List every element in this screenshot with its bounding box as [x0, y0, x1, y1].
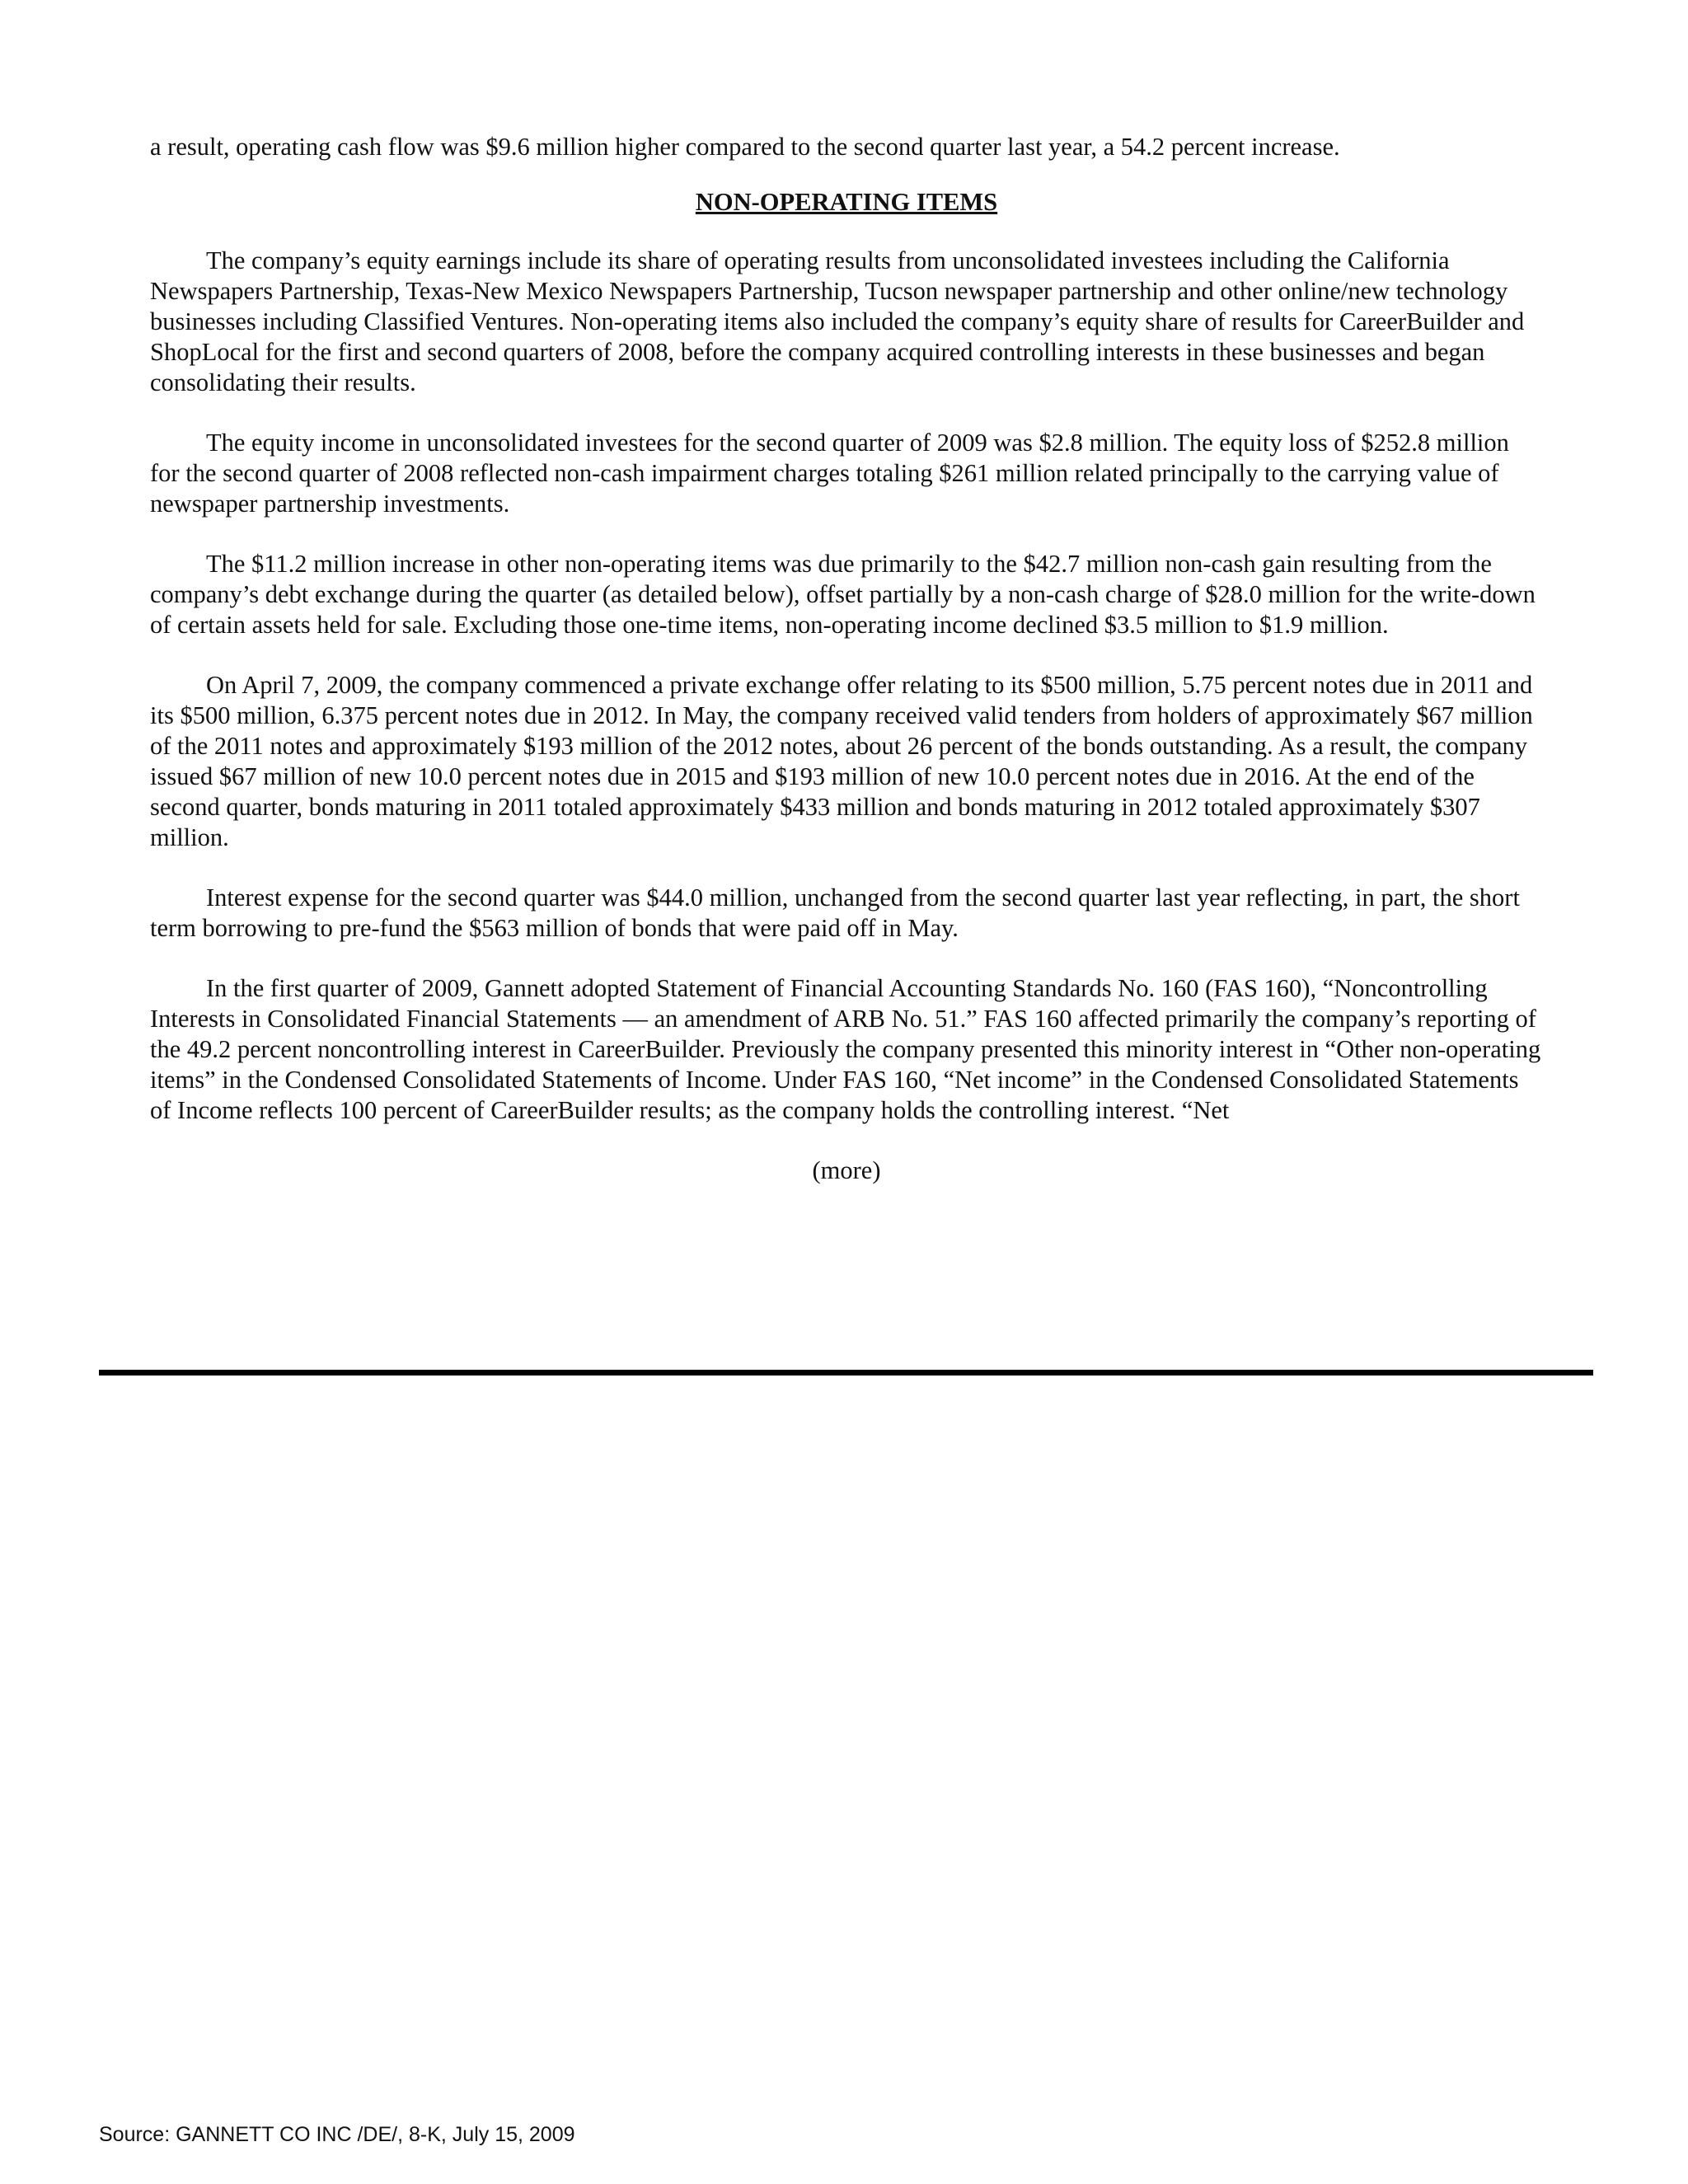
paragraph-equity-income: The equity income in unconsolidated investees for the second quarter of 2009 was $2.8 million. The equity loss of $252.8 million for the second quarter of 2008 reflected non-cash impairment charges totaling $261 million related principally to the carrying value of newspaper partnership investments. [150, 429, 1509, 518]
paragraph-exchange-offer: On April 7, 2009, the company commenced a private exchange offer relating to its $500 million, 5.75 percent notes due in 2011 and its $500 million, 6.375 percent notes due in 2012. In May, the company received valid tenders from holders of approximately $67 million of the 2011 notes and approximately $193 million of the 2012 notes, about 26 percent of the bonds outstanding. As a result, the company issued $67 million of new 10.0 percent notes due in 2015 and $193 million of new 10.0 percent notes due in 2016. At the end of the second quarter, bonds maturing in 2011 totaled approximately $433 million and bonds maturing in 2012 totaled approximately $307 million. [150, 671, 1533, 851]
paragraph-non-operating-items: The $11.2 million increase in other non-operating items was due primarily to the $42.7 million non-cash gain resulting from the company’s debt exchange during the quarter (as detailed below), offset partially by a non-cash charge of $28.0 million for the write-down of certain assets held for sale. Excluding those one-time items, non-operating income declined $3.5 million to $1.9 million. [150, 550, 1536, 639]
paragraph-interest-expense: Interest expense for the second quarter was $44.0 million, unchanged from the second quarter last year reflecting, in part, the short term borrowing to pre-fund the $563 million of bonds that were paid off in May. [150, 883, 1520, 942]
document-body [150, 132, 1543, 1186]
continuation-marker: (more) [812, 1156, 881, 1184]
paragraph-fas-160: In the first quarter of 2009, Gannett adopted Statement of Financial Accounting Standards No. 160 (FAS 160), “Noncontrolling Interests in Consolidated Financial Statements — an amendment of ARB No. 51.” FAS 160 affected primarily the company’s reporting of the 49.2 percent noncontrolling interest in CareerBuilder. Previously the company presented this minority interest in “Other non-operating items” in the Condensed Consolidated Statements of Income. Under FAS 160, “Net income” in the Condensed Consolidated Statements of Income reflects 100 percent of CareerBuilder results; as the company holds the controlling interest. “Net [150, 974, 1541, 1124]
opening-line: a result, operating cash flow was $9.6 million higher compared to the second quarter last year, a 54.2 percent increase. [150, 133, 1340, 161]
paragraph-equity-earnings: The company’s equity earnings include its share of operating results from unconsolidated investees including the California Newspapers Partnership, Texas-New Mexico Newspapers Partnership, Tucson newspaper partnership and other online/new technology businesses including Classified Ventures. Non-operating items also included the company’s equity share of results for CareerBuilder and ShopLocal for the first and second quarters of 2008, before the company acquired controlling interests in these businesses and began consolidating their results. [150, 246, 1525, 396]
page-divider-rule [99, 1370, 1593, 1376]
section-heading: NON-OPERATING ITEMS [695, 188, 998, 216]
source-footer: Source: GANNETT CO INC /DE/, 8-K, July 15, 2009 [99, 2123, 575, 2146]
